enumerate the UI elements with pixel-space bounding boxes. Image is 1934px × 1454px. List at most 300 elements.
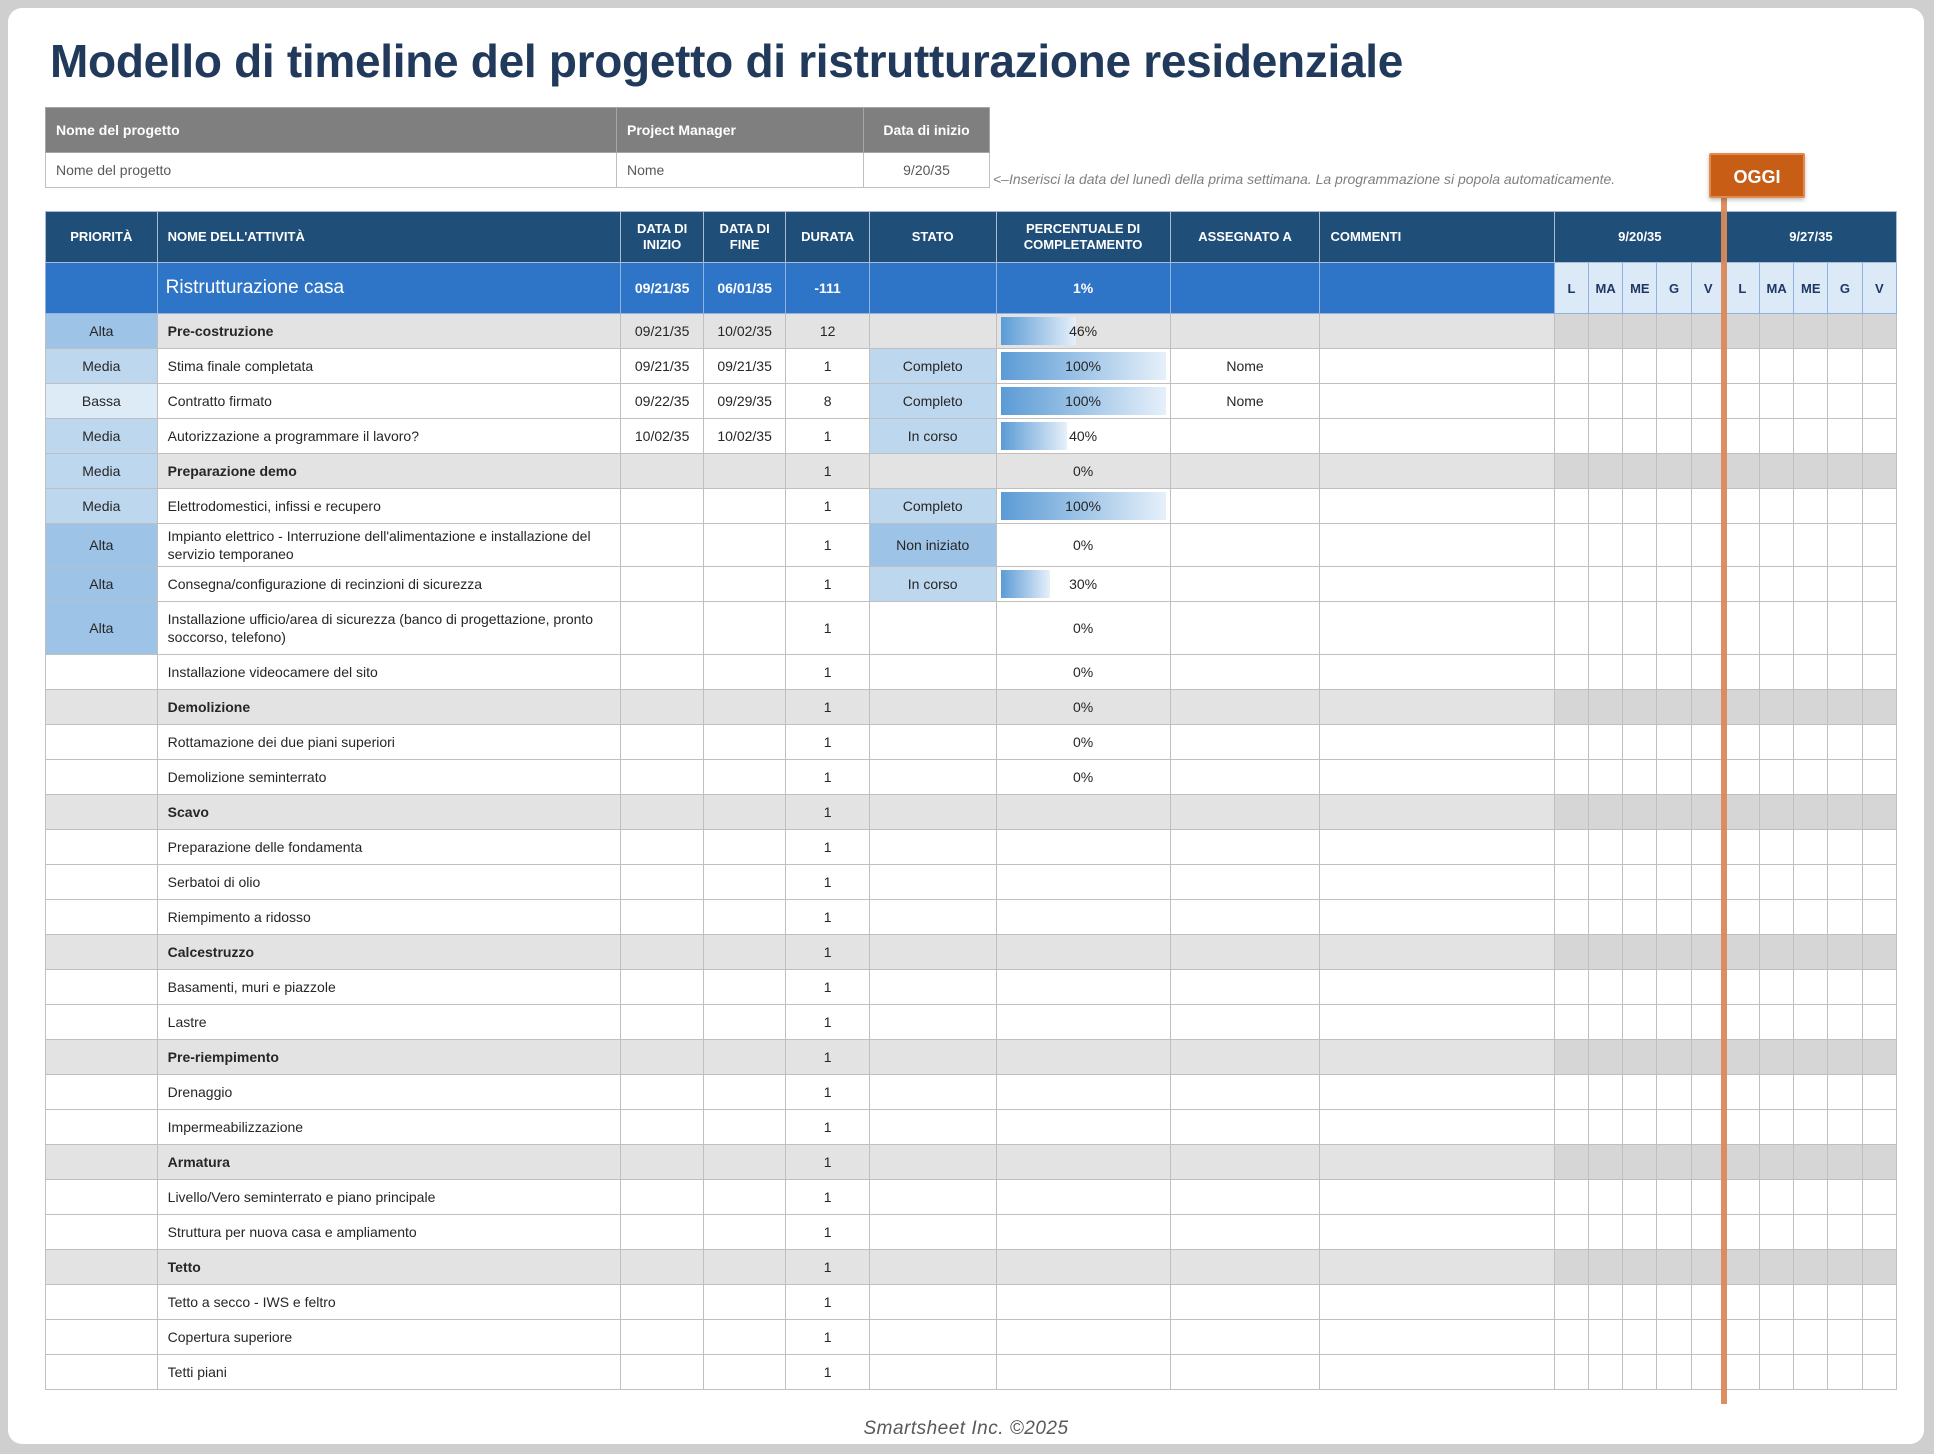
task-status[interactable] <box>869 1355 996 1390</box>
task-comments[interactable] <box>1320 419 1554 454</box>
task-percent[interactable] <box>996 1320 1170 1355</box>
gantt-cell[interactable] <box>1657 655 1691 690</box>
gantt-cell[interactable] <box>1760 314 1794 349</box>
task-end-date[interactable] <box>703 454 785 489</box>
gantt-cell[interactable] <box>1760 655 1794 690</box>
task-comments[interactable] <box>1320 454 1554 489</box>
task-row[interactable] <box>46 567 1897 602</box>
gantt-cell[interactable] <box>1760 1250 1794 1285</box>
task-status[interactable]: Non iniziato <box>869 524 996 567</box>
gantt-cell[interactable] <box>1794 1180 1828 1215</box>
task-end-date[interactable]: 10/02/35 <box>703 419 785 454</box>
task-status[interactable] <box>869 795 996 830</box>
task-comments[interactable] <box>1320 1320 1554 1355</box>
task-start-date[interactable] <box>621 1005 703 1040</box>
gantt-cell[interactable] <box>1760 349 1794 384</box>
gantt-cell[interactable] <box>1657 1355 1691 1390</box>
gantt-cell[interactable] <box>1589 795 1623 830</box>
gantt-cell[interactable] <box>1862 725 1896 760</box>
task-name[interactable]: Installazione videocamere del sito <box>157 655 621 690</box>
gantt-cell[interactable] <box>1828 1180 1862 1215</box>
gantt-cell[interactable] <box>1623 567 1657 602</box>
task-start-date[interactable] <box>621 602 703 655</box>
task-row[interactable] <box>46 900 1897 935</box>
task-row[interactable] <box>46 1180 1897 1215</box>
task-percent[interactable] <box>996 1180 1170 1215</box>
task-start-date[interactable] <box>621 725 703 760</box>
task-start-date[interactable] <box>621 454 703 489</box>
task-assigned[interactable] <box>1170 524 1320 567</box>
task-start-date[interactable] <box>621 1285 703 1320</box>
task-comments[interactable] <box>1320 725 1554 760</box>
task-start-date[interactable] <box>621 865 703 900</box>
task-comments[interactable] <box>1320 524 1554 567</box>
task-name[interactable]: Preparazione delle fondamenta <box>157 830 621 865</box>
gantt-cell[interactable] <box>1623 900 1657 935</box>
task-priority[interactable] <box>46 830 158 865</box>
task-comments[interactable] <box>1320 1355 1554 1390</box>
project-name-cell[interactable]: Nome del progetto <box>46 153 617 188</box>
task-duration[interactable]: 8 <box>786 384 869 419</box>
gantt-cell[interactable] <box>1828 1250 1862 1285</box>
gantt-cell[interactable] <box>1828 454 1862 489</box>
gantt-cell[interactable] <box>1794 865 1828 900</box>
gantt-cell[interactable] <box>1794 1040 1828 1075</box>
task-name[interactable]: Basamenti, muri e piazzole <box>157 970 621 1005</box>
task-duration[interactable]: 1 <box>786 1145 869 1180</box>
gantt-cell[interactable] <box>1589 1285 1623 1320</box>
gantt-cell[interactable] <box>1794 1145 1828 1180</box>
task-duration[interactable]: 1 <box>786 795 869 830</box>
task-assigned[interactable] <box>1170 314 1320 349</box>
gantt-cell[interactable] <box>1862 314 1896 349</box>
task-priority[interactable]: Media <box>46 454 158 489</box>
gantt-cell[interactable] <box>1623 1355 1657 1390</box>
task-name[interactable]: Pre-riempimento <box>157 1040 621 1075</box>
gantt-cell[interactable] <box>1862 1145 1896 1180</box>
task-percent[interactable] <box>996 524 1170 567</box>
gantt-cell[interactable] <box>1554 1215 1588 1250</box>
task-status[interactable]: In corso <box>869 419 996 454</box>
task-status[interactable]: In corso <box>869 567 996 602</box>
task-name[interactable]: Demolizione <box>157 690 621 725</box>
gantt-cell[interactable] <box>1657 349 1691 384</box>
task-end-date[interactable] <box>703 655 785 690</box>
gantt-cell[interactable] <box>1623 865 1657 900</box>
gantt-cell[interactable] <box>1828 1320 1862 1355</box>
task-start-date[interactable] <box>621 1040 703 1075</box>
gantt-cell[interactable] <box>1760 795 1794 830</box>
gantt-cell[interactable] <box>1828 1110 1862 1145</box>
gantt-cell[interactable] <box>1828 760 1862 795</box>
gantt-cell[interactable] <box>1589 935 1623 970</box>
project-name[interactable]: Ristrutturazione casa <box>157 263 621 314</box>
task-status[interactable] <box>869 1285 996 1320</box>
gantt-cell[interactable] <box>1623 314 1657 349</box>
gantt-cell[interactable] <box>1862 1250 1896 1285</box>
task-status[interactable] <box>869 655 996 690</box>
gantt-cell[interactable] <box>1623 830 1657 865</box>
task-assigned[interactable] <box>1170 1110 1320 1145</box>
task-start-date[interactable] <box>621 1250 703 1285</box>
task-end-date[interactable] <box>703 970 785 1005</box>
task-status[interactable] <box>869 1320 996 1355</box>
gantt-cell[interactable] <box>1794 970 1828 1005</box>
task-percent[interactable] <box>996 454 1170 489</box>
task-priority[interactable] <box>46 1320 158 1355</box>
gantt-cell[interactable] <box>1862 970 1896 1005</box>
task-duration[interactable]: 1 <box>786 690 869 725</box>
gantt-cell[interactable] <box>1725 384 1759 419</box>
gantt-cell[interactable] <box>1725 1075 1759 1110</box>
task-row[interactable] <box>46 1110 1897 1145</box>
task-start-date[interactable] <box>621 1355 703 1390</box>
task-percent[interactable] <box>996 690 1170 725</box>
task-end-date[interactable] <box>703 1040 785 1075</box>
task-name[interactable]: Installazione ufficio/area di sicurezza (banco di progettazione, pronto soccorso, telefono) <box>157 602 621 655</box>
task-status[interactable] <box>869 690 996 725</box>
gantt-cell[interactable] <box>1623 690 1657 725</box>
gantt-cell[interactable] <box>1725 795 1759 830</box>
gantt-cell[interactable] <box>1760 419 1794 454</box>
task-duration[interactable]: 1 <box>786 602 869 655</box>
gantt-cell[interactable] <box>1623 524 1657 567</box>
task-status[interactable] <box>869 1110 996 1145</box>
task-comments[interactable] <box>1320 830 1554 865</box>
gantt-cell[interactable] <box>1862 1285 1896 1320</box>
task-priority[interactable] <box>46 935 158 970</box>
gantt-cell[interactable] <box>1725 524 1759 567</box>
task-assigned[interactable]: Nome <box>1170 349 1320 384</box>
gantt-cell[interactable] <box>1794 602 1828 655</box>
task-name[interactable]: Riempimento a ridosso <box>157 900 621 935</box>
gantt-cell[interactable] <box>1589 1110 1623 1145</box>
gantt-cell[interactable] <box>1554 655 1588 690</box>
gantt-cell[interactable] <box>1554 314 1588 349</box>
gantt-cell[interactable] <box>1554 602 1588 655</box>
gantt-cell[interactable] <box>1623 1180 1657 1215</box>
gantt-cell[interactable] <box>1862 690 1896 725</box>
gantt-cell[interactable] <box>1862 384 1896 419</box>
task-percent[interactable] <box>996 384 1170 419</box>
task-percent[interactable] <box>996 1040 1170 1075</box>
gantt-cell[interactable] <box>1760 1040 1794 1075</box>
gantt-cell[interactable] <box>1794 760 1828 795</box>
task-priority[interactable] <box>46 1180 158 1215</box>
gantt-cell[interactable] <box>1554 1145 1588 1180</box>
task-start-date[interactable] <box>621 524 703 567</box>
gantt-cell[interactable] <box>1760 900 1794 935</box>
gantt-cell[interactable] <box>1589 900 1623 935</box>
task-priority[interactable]: Alta <box>46 314 158 349</box>
task-duration[interactable]: 1 <box>786 725 869 760</box>
gantt-cell[interactable] <box>1760 1075 1794 1110</box>
gantt-cell[interactable] <box>1589 655 1623 690</box>
task-percent[interactable] <box>996 314 1170 349</box>
task-assigned[interactable] <box>1170 1320 1320 1355</box>
gantt-cell[interactable] <box>1657 725 1691 760</box>
task-priority[interactable] <box>46 1040 158 1075</box>
gantt-cell[interactable] <box>1828 314 1862 349</box>
gantt-cell[interactable] <box>1554 1075 1588 1110</box>
gantt-cell[interactable] <box>1623 970 1657 1005</box>
gantt-cell[interactable] <box>1657 900 1691 935</box>
gantt-cell[interactable] <box>1623 454 1657 489</box>
gantt-cell[interactable] <box>1589 454 1623 489</box>
task-start-date[interactable] <box>621 690 703 725</box>
gantt-cell[interactable] <box>1760 454 1794 489</box>
task-name[interactable]: Drenaggio <box>157 1075 621 1110</box>
task-assigned[interactable] <box>1170 454 1320 489</box>
gantt-cell[interactable] <box>1589 1005 1623 1040</box>
task-name[interactable]: Autorizzazione a programmare il lavoro? <box>157 419 621 454</box>
gantt-cell[interactable] <box>1657 419 1691 454</box>
task-end-date[interactable] <box>703 725 785 760</box>
gantt-cell[interactable] <box>1657 865 1691 900</box>
task-assigned[interactable] <box>1170 655 1320 690</box>
task-group-row[interactable] <box>46 314 1897 349</box>
gantt-cell[interactable] <box>1760 830 1794 865</box>
gantt-cell[interactable] <box>1760 602 1794 655</box>
task-percent[interactable] <box>996 865 1170 900</box>
task-end-date[interactable] <box>703 1355 785 1390</box>
task-priority[interactable] <box>46 760 158 795</box>
task-end-date[interactable]: 09/21/35 <box>703 349 785 384</box>
gantt-cell[interactable] <box>1554 865 1588 900</box>
task-group-row[interactable] <box>46 935 1897 970</box>
task-row[interactable] <box>46 655 1897 690</box>
task-status[interactable] <box>869 1040 996 1075</box>
task-comments[interactable] <box>1320 489 1554 524</box>
task-duration[interactable]: 1 <box>786 349 869 384</box>
gantt-cell[interactable] <box>1623 935 1657 970</box>
task-percent[interactable] <box>996 489 1170 524</box>
gantt-cell[interactable] <box>1794 1250 1828 1285</box>
gantt-cell[interactable] <box>1862 454 1896 489</box>
task-start-date[interactable] <box>621 1320 703 1355</box>
gantt-cell[interactable] <box>1794 489 1828 524</box>
task-comments[interactable] <box>1320 1215 1554 1250</box>
gantt-cell[interactable] <box>1589 830 1623 865</box>
task-name[interactable]: Armatura <box>157 1145 621 1180</box>
gantt-cell[interactable] <box>1862 830 1896 865</box>
gantt-cell[interactable] <box>1657 830 1691 865</box>
gantt-cell[interactable] <box>1589 419 1623 454</box>
gantt-cell[interactable] <box>1725 970 1759 1005</box>
gantt-cell[interactable] <box>1725 865 1759 900</box>
gantt-cell[interactable] <box>1589 1075 1623 1110</box>
gantt-cell[interactable] <box>1794 1285 1828 1320</box>
task-priority[interactable] <box>46 1355 158 1390</box>
task-duration[interactable]: 1 <box>786 454 869 489</box>
task-percent[interactable] <box>996 970 1170 1005</box>
gantt-cell[interactable] <box>1725 314 1759 349</box>
task-name[interactable]: Scavo <box>157 795 621 830</box>
gantt-cell[interactable] <box>1725 830 1759 865</box>
gantt-cell[interactable] <box>1794 1355 1828 1390</box>
task-name[interactable]: Tetto a secco - IWS e feltro <box>157 1285 621 1320</box>
task-end-date[interactable] <box>703 567 785 602</box>
gantt-cell[interactable] <box>1862 489 1896 524</box>
gantt-cell[interactable] <box>1657 1320 1691 1355</box>
gantt-cell[interactable] <box>1725 655 1759 690</box>
task-assigned[interactable] <box>1170 1180 1320 1215</box>
gantt-cell[interactable] <box>1554 760 1588 795</box>
task-percent[interactable] <box>996 1145 1170 1180</box>
task-comments[interactable] <box>1320 602 1554 655</box>
task-duration[interactable]: 1 <box>786 900 869 935</box>
task-duration[interactable]: 1 <box>786 1285 869 1320</box>
task-end-date[interactable] <box>703 1075 785 1110</box>
gantt-cell[interactable] <box>1657 489 1691 524</box>
gantt-cell[interactable] <box>1589 384 1623 419</box>
task-end-date[interactable] <box>703 935 785 970</box>
task-start-date[interactable] <box>621 1180 703 1215</box>
gantt-cell[interactable] <box>1657 1180 1691 1215</box>
task-comments[interactable] <box>1320 1250 1554 1285</box>
task-start-date[interactable]: 09/21/35 <box>621 314 703 349</box>
task-name[interactable]: Rottamazione dei due piani superiori <box>157 725 621 760</box>
gantt-cell[interactable] <box>1828 1005 1862 1040</box>
gantt-cell[interactable] <box>1760 865 1794 900</box>
gantt-cell[interactable] <box>1794 655 1828 690</box>
gantt-cell[interactable] <box>1725 1355 1759 1390</box>
gantt-cell[interactable] <box>1862 935 1896 970</box>
gantt-cell[interactable] <box>1657 1215 1691 1250</box>
gantt-cell[interactable] <box>1862 524 1896 567</box>
gantt-cell[interactable] <box>1623 349 1657 384</box>
gantt-cell[interactable] <box>1554 1320 1588 1355</box>
gantt-cell[interactable] <box>1828 795 1862 830</box>
gantt-cell[interactable] <box>1725 1320 1759 1355</box>
start-date-cell[interactable]: 9/20/35 <box>864 153 990 188</box>
task-start-date[interactable] <box>621 935 703 970</box>
gantt-cell[interactable] <box>1828 384 1862 419</box>
task-status[interactable] <box>869 454 996 489</box>
task-end-date[interactable] <box>703 602 785 655</box>
task-row[interactable] <box>46 524 1897 567</box>
gantt-cell[interactable] <box>1862 760 1896 795</box>
gantt-cell[interactable] <box>1623 602 1657 655</box>
task-group-row[interactable] <box>46 454 1897 489</box>
gantt-cell[interactable] <box>1554 454 1588 489</box>
task-start-date[interactable]: 10/02/35 <box>621 419 703 454</box>
gantt-cell[interactable] <box>1760 1005 1794 1040</box>
task-end-date[interactable] <box>703 865 785 900</box>
gantt-cell[interactable] <box>1760 1215 1794 1250</box>
gantt-cell[interactable] <box>1794 690 1828 725</box>
gantt-cell[interactable] <box>1794 384 1828 419</box>
gantt-cell[interactable] <box>1725 760 1759 795</box>
task-name[interactable]: Tetti piani <box>157 1355 621 1390</box>
task-priority[interactable]: Media <box>46 349 158 384</box>
gantt-cell[interactable] <box>1828 1355 1862 1390</box>
task-percent[interactable] <box>996 1250 1170 1285</box>
gantt-cell[interactable] <box>1589 524 1623 567</box>
task-name[interactable]: Preparazione demo <box>157 454 621 489</box>
task-assigned[interactable] <box>1170 419 1320 454</box>
task-duration[interactable]: 1 <box>786 1040 869 1075</box>
gantt-cell[interactable] <box>1589 1040 1623 1075</box>
gantt-cell[interactable] <box>1657 1075 1691 1110</box>
task-percent[interactable] <box>996 830 1170 865</box>
task-duration[interactable]: 1 <box>786 1215 869 1250</box>
task-duration[interactable]: 1 <box>786 1110 869 1145</box>
gantt-cell[interactable] <box>1657 384 1691 419</box>
task-name[interactable]: Copertura superiore <box>157 1320 621 1355</box>
gantt-cell[interactable] <box>1589 690 1623 725</box>
task-status[interactable] <box>869 970 996 1005</box>
gantt-cell[interactable] <box>1623 1215 1657 1250</box>
gantt-cell[interactable] <box>1554 795 1588 830</box>
task-end-date[interactable] <box>703 690 785 725</box>
task-end-date[interactable] <box>703 1285 785 1320</box>
task-assigned[interactable] <box>1170 970 1320 1005</box>
gantt-cell[interactable] <box>1589 1250 1623 1285</box>
task-row[interactable] <box>46 602 1897 655</box>
task-comments[interactable] <box>1320 1180 1554 1215</box>
gantt-cell[interactable] <box>1794 935 1828 970</box>
gantt-cell[interactable] <box>1657 1040 1691 1075</box>
gantt-cell[interactable] <box>1554 1040 1588 1075</box>
gantt-cell[interactable] <box>1828 830 1862 865</box>
task-status[interactable] <box>869 865 996 900</box>
task-comments[interactable] <box>1320 655 1554 690</box>
gantt-cell[interactable] <box>1828 1040 1862 1075</box>
gantt-cell[interactable] <box>1862 1215 1896 1250</box>
gantt-cell[interactable] <box>1589 865 1623 900</box>
task-comments[interactable] <box>1320 1145 1554 1180</box>
task-assigned[interactable] <box>1170 1145 1320 1180</box>
gantt-cell[interactable] <box>1657 1005 1691 1040</box>
gantt-cell[interactable] <box>1657 454 1691 489</box>
gantt-cell[interactable] <box>1554 1250 1588 1285</box>
task-comments[interactable] <box>1320 567 1554 602</box>
gantt-cell[interactable] <box>1623 1320 1657 1355</box>
task-comments[interactable] <box>1320 384 1554 419</box>
task-group-row[interactable] <box>46 1040 1897 1075</box>
task-name[interactable]: Tetto <box>157 1250 621 1285</box>
task-priority[interactable] <box>46 1005 158 1040</box>
task-end-date[interactable] <box>703 489 785 524</box>
task-assigned[interactable] <box>1170 1005 1320 1040</box>
task-start-date[interactable] <box>621 489 703 524</box>
gantt-cell[interactable] <box>1623 1250 1657 1285</box>
task-duration[interactable]: 1 <box>786 935 869 970</box>
gantt-cell[interactable] <box>1623 489 1657 524</box>
task-status[interactable] <box>869 935 996 970</box>
task-comments[interactable] <box>1320 865 1554 900</box>
gantt-cell[interactable] <box>1657 935 1691 970</box>
task-duration[interactable]: 1 <box>786 1075 869 1110</box>
task-status[interactable] <box>869 1005 996 1040</box>
gantt-cell[interactable] <box>1725 602 1759 655</box>
task-end-date[interactable] <box>703 1145 785 1180</box>
task-duration[interactable]: 1 <box>786 1320 869 1355</box>
gantt-cell[interactable] <box>1794 524 1828 567</box>
gantt-cell[interactable] <box>1554 830 1588 865</box>
task-percent[interactable] <box>996 900 1170 935</box>
project-summary-row[interactable] <box>46 263 1897 314</box>
task-percent[interactable] <box>996 602 1170 655</box>
task-row[interactable] <box>46 970 1897 1005</box>
gantt-cell[interactable] <box>1623 1075 1657 1110</box>
gantt-cell[interactable] <box>1623 795 1657 830</box>
gantt-cell[interactable] <box>1725 349 1759 384</box>
task-priority[interactable] <box>46 1215 158 1250</box>
gantt-cell[interactable] <box>1554 1110 1588 1145</box>
gantt-cell[interactable] <box>1657 602 1691 655</box>
